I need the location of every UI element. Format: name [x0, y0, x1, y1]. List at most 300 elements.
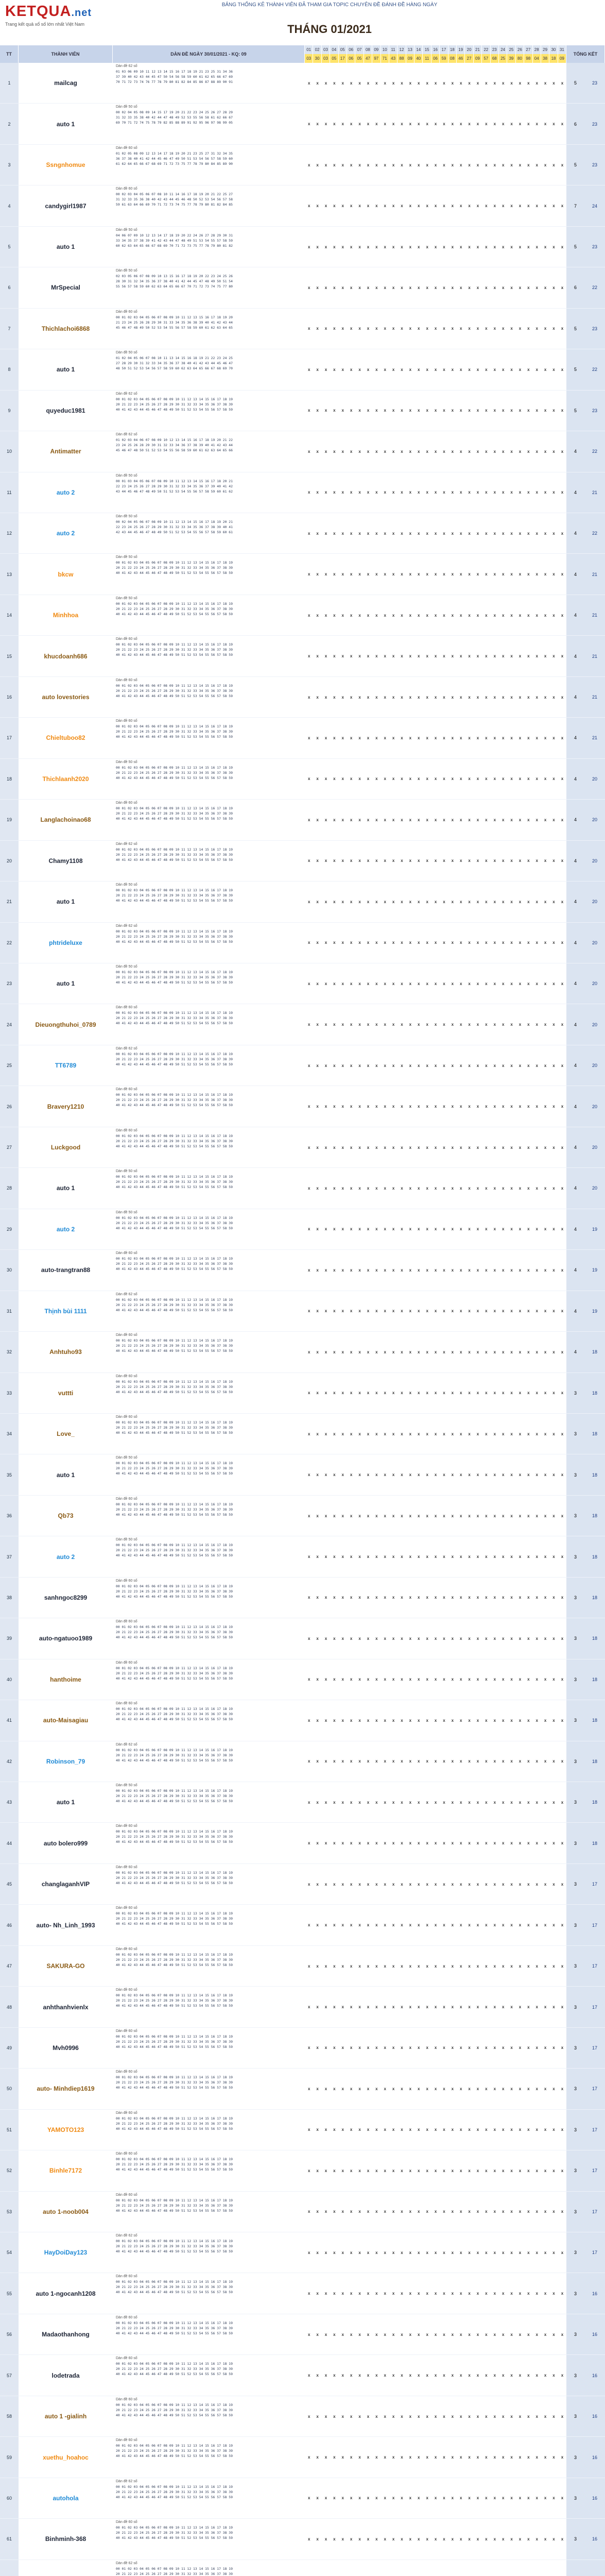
day-date-12: 12: [397, 45, 406, 54]
member-name-link[interactable]: auto bolero999: [19, 1823, 113, 1863]
number-line: 00 01 02 03 04 05 06 07 08 09 10 11 12 13 14 15 16 17 18 19: [116, 1133, 233, 1138]
member-name-link[interactable]: YAMOTO123: [19, 2110, 113, 2150]
day-mark: x: [307, 2250, 310, 2255]
day-mark: x: [451, 654, 454, 659]
day-date-18: 18: [448, 45, 457, 54]
day-mark: x: [460, 80, 462, 86]
member-name-link[interactable]: auto 1: [19, 104, 113, 144]
day-mark: x: [527, 244, 530, 249]
day-mark: x: [384, 2496, 386, 2501]
day-mark: x: [350, 981, 353, 986]
day-mark: x: [333, 654, 336, 659]
day-mark: x: [518, 776, 522, 782]
number-line: 00 01 02 03 04 05 06 07 08 09 10 11 12 13 14 15 16 17 18 19: [116, 1952, 233, 1957]
table-row: [0, 1987, 605, 2027]
day-mark: x: [476, 1513, 479, 1518]
day-mark: x: [518, 2373, 522, 2378]
day-mark: x: [426, 940, 428, 945]
day-mark: x: [367, 1923, 370, 1928]
member-name-link[interactable]: Minhhoa: [19, 595, 113, 635]
row-hit-count: 4: [566, 1086, 584, 1126]
member-name-link[interactable]: auto lovestories: [19, 677, 113, 717]
count-prefix: Dàn đề: [116, 64, 128, 68]
day-mark: x: [316, 1554, 319, 1560]
site-logo[interactable]: [5, 3, 95, 27]
day-mark: x: [426, 2086, 428, 2091]
number-line: 40 41 42 43 44 45 46 47 48 49 50 51 52 53 54 55 56 57 58 59: [116, 1144, 233, 1148]
day-mark: x: [493, 858, 496, 863]
day-mark: x: [384, 2455, 386, 2460]
day-mark: x: [358, 2045, 361, 2050]
row-number-list: [113, 1209, 305, 1249]
day-result-8: 47: [364, 54, 372, 63]
member-name-link[interactable]: phtrideluxe: [19, 923, 113, 963]
row-score: 16: [584, 2396, 605, 2436]
day-mark: x: [350, 367, 353, 372]
member-name-link[interactable]: Dieuongthuhoi_0789: [19, 1004, 113, 1044]
day-mark: x: [341, 940, 344, 945]
day-mark: x: [476, 1391, 479, 1396]
day-mark: x: [493, 1882, 496, 1887]
day-mark: x: [502, 2496, 505, 2501]
day-mark: x: [367, 858, 370, 863]
count-suffix: số: [133, 269, 137, 273]
member-name-link[interactable]: Antimatter: [19, 431, 113, 471]
row-number-list: [113, 2110, 305, 2150]
day-mark: x: [493, 2414, 496, 2419]
day-date-15: 15: [423, 45, 431, 54]
day-mark: x: [493, 1063, 496, 1068]
day-mark: x: [341, 1841, 344, 1846]
number-line: 20 21 22 23 24 25 26 27 28 29 30 31 32 33 34 35 36 37 38 39: [116, 1671, 233, 1675]
day-mark: x: [510, 244, 513, 249]
day-result-23: 68: [491, 54, 499, 63]
day-result-25: 39: [507, 54, 515, 63]
day-mark: x: [392, 162, 395, 167]
number-line: 20 21 22 23 24 25 26 27 28 29 30 31 32 33 34 35 36 37 38 39: [116, 1262, 233, 1266]
count-suffix: số: [133, 351, 137, 355]
day-mark: x: [468, 940, 471, 945]
member-name-link[interactable]: hanthoime: [19, 1659, 113, 1700]
member-name-link[interactable]: MrSpecial: [19, 267, 113, 308]
day-mark: x: [392, 1841, 395, 1846]
day-mark: x: [535, 1636, 538, 1641]
member-name-link[interactable]: TT6789: [19, 1045, 113, 1086]
day-mark: x: [434, 1800, 437, 1805]
member-name-link[interactable]: changlaganhVIP: [19, 1864, 113, 1904]
day-result-10: 71: [381, 54, 389, 63]
member-name-link[interactable]: auto- Nh_Linh_1993: [19, 1905, 113, 1945]
day-mark: x: [375, 981, 378, 986]
member-name-link[interactable]: sanhngoc8299: [19, 1578, 113, 1618]
day-mark: x: [341, 1636, 344, 1641]
number-line: 31 32 33 35 36 38 40 42 43 44 45 46 48 50 52 53 54 56 57 58: [116, 197, 233, 202]
member-name-link[interactable]: Ssngnhomue: [19, 145, 113, 185]
member-name-link[interactable]: auto- Minhdiep1619: [19, 2069, 113, 2109]
day-mark: x: [485, 1595, 488, 1600]
number-line: 01 02 05 08 09 12 13 14 17 18 19 20 21 23 25 27 31 32 34 35: [116, 151, 233, 156]
member-name-link[interactable]: mailcag: [19, 63, 113, 103]
member-name-link[interactable]: auto 2: [19, 1536, 113, 1577]
day-mark: x: [434, 449, 437, 454]
day-mark: x: [392, 2005, 395, 2010]
day-mark: x: [451, 981, 454, 986]
table-row: [0, 2028, 605, 2069]
day-mark: x: [401, 408, 403, 413]
member-name-link[interactable]: lodetrada: [19, 2355, 113, 2395]
day-mark: x: [384, 2127, 386, 2132]
table-row: [0, 2110, 605, 2150]
day-mark: x: [401, 204, 403, 209]
member-name-link[interactable]: auto 1: [19, 882, 113, 922]
day-mark: x: [392, 408, 395, 413]
day-mark: x: [316, 2045, 319, 2050]
day-mark: x: [426, 204, 428, 209]
member-name-link[interactable]: auto 1: [19, 349, 113, 389]
day-mark: x: [535, 1800, 538, 1805]
day-mark: x: [418, 2086, 420, 2091]
day-mark: x: [307, 204, 310, 209]
count-prefix: Dàn đề: [116, 1456, 128, 1460]
day-mark: x: [409, 1636, 412, 1641]
day-mark: x: [418, 940, 420, 945]
member-name-link[interactable]: Love_: [19, 1414, 113, 1454]
row-hit-count: 3: [566, 2273, 584, 2313]
number-line: 01 02 03 04 06 07 08 09 10 12 13 14 15 16 17 18 19 20 21 22: [116, 438, 233, 443]
day-mark: x: [510, 981, 513, 986]
day-mark: x: [409, 2209, 412, 2214]
day-mark: x: [324, 1554, 327, 1560]
row-stt: 35: [0, 1454, 19, 1495]
row-number-list: [113, 472, 305, 513]
day-mark: x: [324, 122, 327, 127]
count-suffix: số: [133, 678, 137, 682]
day-mark: x: [324, 204, 327, 209]
day-mark: x: [341, 1472, 344, 1478]
count-prefix: Dàn đề: [116, 2438, 128, 2443]
day-mark: x: [367, 1185, 370, 1191]
day-mark: x: [460, 858, 462, 863]
day-mark: x: [418, 1267, 420, 1273]
day-mark: x: [510, 80, 513, 86]
day-mark: x: [460, 1963, 462, 1969]
member-name-link[interactable]: auto 2: [19, 472, 113, 513]
member-name-link[interactable]: quyeduc1981: [19, 391, 113, 431]
day-mark: x: [510, 2414, 513, 2419]
day-mark: x: [409, 613, 412, 618]
row-hit-count: 3: [566, 1700, 584, 1740]
day-mark: x: [409, 2455, 412, 2460]
member-name-link[interactable]: Anhtuho93: [19, 1332, 113, 1372]
day-mark: x: [384, 1349, 386, 1354]
day-mark: x: [409, 2373, 412, 2378]
day-mark: x: [367, 1513, 370, 1518]
day-mark: x: [561, 2496, 564, 2501]
day-mark: x: [375, 449, 378, 454]
day-mark: x: [476, 1718, 479, 1723]
day-mark: x: [350, 1677, 353, 1682]
day-date-7: 07: [355, 45, 364, 54]
day-mark: x: [409, 326, 412, 331]
day-mark: x: [434, 162, 437, 167]
member-name-link[interactable]: Robinson_79: [19, 1741, 113, 1782]
day-mark: x: [485, 1923, 488, 1928]
table-row: [0, 2232, 605, 2273]
day-mark: x: [316, 285, 319, 290]
row-stt: 9: [0, 391, 19, 431]
day-mark: x: [350, 1636, 353, 1641]
number-line: 00 01 02 03 04 05 06 07 08 09 10 11 12 13 14 15 16 17 18 19: [116, 1666, 233, 1670]
member-name-link[interactable]: Luckgood: [19, 1127, 113, 1167]
number-line: 00 01 02 03 04 05 06 07 08 09 10 11 12 13 14 15 16 17 18 19: [116, 1420, 233, 1425]
member-name-link[interactable]: anhthanhvienlx: [19, 1987, 113, 2027]
member-name-link[interactable]: Thịnh bùi 1111: [19, 1291, 113, 1331]
row-score: 21: [584, 718, 605, 758]
count-value: 62: [128, 842, 133, 846]
day-date-10: 10: [381, 45, 389, 54]
day-mark: x: [375, 367, 378, 372]
day-mark: x: [324, 2209, 327, 2214]
day-mark: x: [561, 367, 564, 372]
day-mark: x: [493, 1841, 496, 1846]
day-mark: x: [544, 244, 547, 249]
day-mark: x: [401, 531, 403, 536]
day-mark: x: [493, 2536, 496, 2541]
member-name-link[interactable]: autohola: [19, 2478, 113, 2518]
day-mark: x: [451, 244, 454, 249]
day-mark: x: [476, 244, 479, 249]
member-name-link[interactable]: [19, 2560, 113, 2576]
day-mark: x: [443, 367, 445, 372]
count-prefix: Dàn đề: [116, 1006, 128, 1010]
number-line: 40 41 42 43 44 45 46 47 48 49 50 51 52 53 54 55 56 57 58 59: [116, 1635, 233, 1640]
day-mark: x: [392, 572, 395, 577]
day-mark: x: [443, 1267, 445, 1273]
row-count-label: [116, 1742, 302, 1748]
day-mark: x: [333, 2373, 336, 2378]
row-score: 22: [584, 431, 605, 471]
number-line: 20 21 22 23 24 25 26 27 28 29 30 31 32 33 34 35 36 37 38 39: [116, 2203, 233, 2208]
row-stt: 53: [0, 2192, 19, 2232]
day-mark: x: [426, 490, 428, 495]
day-mark: x: [409, 1923, 412, 1928]
member-name-link[interactable]: Binhminh-368: [19, 2519, 113, 2559]
day-mark: x: [384, 2045, 386, 2050]
day-mark: x: [493, 1513, 496, 1518]
row-count-label: [116, 2397, 302, 2402]
member-name-link[interactable]: auto-Maisagiau: [19, 1700, 113, 1740]
member-name-link[interactable]: Madaothanhong: [19, 2314, 113, 2354]
day-mark: x: [476, 2332, 479, 2337]
member-name-link[interactable]: vuttti: [19, 1373, 113, 1413]
member-name-link[interactable]: auto 2: [19, 1209, 113, 1249]
day-mark: x: [443, 2045, 445, 2050]
row-score: 20: [584, 841, 605, 881]
day-mark: x: [561, 1227, 564, 1232]
day-mark: x: [493, 326, 496, 331]
member-name-link[interactable]: Qb73: [19, 1496, 113, 1536]
day-mark: x: [443, 613, 445, 618]
day-mark: x: [341, 2086, 344, 2091]
count-suffix: số: [133, 1088, 137, 1092]
day-date-4: 04: [330, 45, 338, 54]
member-name-link[interactable]: auto-trangtran88: [19, 1250, 113, 1290]
member-name-link[interactable]: SAKURA-GO: [19, 1946, 113, 1986]
day-mark: x: [561, 2291, 564, 2296]
count-prefix: Dàn đề: [116, 310, 128, 314]
day-mark: x: [401, 2291, 403, 2296]
member-name-link[interactable]: Binhle7172: [19, 2150, 113, 2191]
row-number-list: [113, 841, 305, 881]
day-mark: x: [367, 1063, 370, 1068]
row-day-marks: [305, 267, 566, 308]
member-name-link[interactable]: Thichlaanh2020: [19, 759, 113, 799]
day-mark: x: [401, 244, 403, 249]
day-mark: x: [384, 1554, 386, 1560]
day-mark: x: [375, 1595, 378, 1600]
member-name-link[interactable]: auto 1: [19, 1782, 113, 1822]
day-mark: x: [426, 285, 428, 290]
day-mark: x: [409, 694, 412, 700]
day-mark: x: [493, 2127, 496, 2132]
row-day-marks: [305, 2273, 566, 2313]
row-score: 21: [584, 554, 605, 594]
member-name-link[interactable]: Thichlachoi6868: [19, 309, 113, 349]
member-name-link[interactable]: xuethu_hoahoc: [19, 2437, 113, 2477]
member-name-link[interactable]: Chamy1108: [19, 841, 113, 881]
member-name-link[interactable]: auto 1: [19, 1168, 113, 1208]
member-name-link[interactable]: Mvh0996: [19, 2028, 113, 2068]
day-mark: x: [468, 80, 471, 86]
day-mark: x: [401, 1185, 403, 1191]
day-mark: x: [544, 1963, 547, 1969]
day-mark: x: [485, 2291, 488, 2296]
count-value: 50: [128, 351, 133, 355]
member-name-link[interactable]: candygirl1987: [19, 185, 113, 226]
day-mark: x: [333, 1309, 336, 1314]
day-mark: x: [518, 817, 522, 822]
row-hit-count: 3: [566, 1864, 584, 1904]
day-mark: x: [527, 1923, 530, 1928]
member-name-link[interactable]: auto 1: [19, 227, 113, 267]
day-mark: x: [401, 2414, 403, 2419]
day-mark: x: [384, 1472, 386, 1478]
member-name-link[interactable]: auto 1-ngocanh1208: [19, 2273, 113, 2313]
day-mark: x: [350, 1185, 353, 1191]
member-name-link[interactable]: khucdoanh686: [19, 636, 113, 676]
day-mark: x: [468, 981, 471, 986]
day-mark: x: [324, 285, 327, 290]
day-mark: x: [392, 776, 395, 782]
count-suffix: số: [133, 2315, 137, 2319]
day-mark: x: [333, 2168, 336, 2173]
day-mark: x: [468, 2536, 471, 2541]
day-mark: x: [451, 1267, 454, 1273]
day-mark: x: [316, 694, 319, 700]
number-line: 00 01 03 04 05 06 07 08 09 10 11 12 13 14 15 16 17 18 20 21: [116, 479, 233, 483]
count-value: 50: [128, 1170, 133, 1174]
row-score: 21: [584, 677, 605, 717]
day-mark: x: [476, 2168, 479, 2173]
day-mark: x: [544, 367, 547, 372]
day-mark: x: [384, 735, 386, 740]
day-mark: x: [384, 285, 386, 290]
day-mark: x: [460, 285, 462, 290]
row-day-marks: [305, 185, 566, 226]
count-value: 62: [128, 433, 133, 437]
day-mark: x: [493, 1963, 496, 1969]
day-mark: x: [358, 735, 361, 740]
day-mark: x: [535, 2127, 538, 2132]
day-mark: x: [476, 2127, 479, 2132]
day-mark: x: [476, 1882, 479, 1887]
day-mark: x: [552, 490, 555, 495]
row-number-list: [113, 1496, 305, 1536]
member-name-link[interactable]: auto 2: [19, 513, 113, 553]
day-mark: x: [401, 2209, 403, 2214]
day-mark: x: [527, 1554, 530, 1560]
day-mark: x: [485, 981, 488, 986]
row-hit-count: 4: [566, 800, 584, 840]
day-mark: x: [418, 1472, 420, 1478]
day-mark: x: [409, 80, 412, 86]
count-prefix: Dàn đề: [116, 514, 128, 518]
day-mark: x: [384, 2005, 386, 2010]
number-line: 40 41 42 43 44 45 46 47 48 49 50 51 52 53 54 55 56 57 58 59: [116, 1676, 233, 1681]
count-suffix: số: [133, 2070, 137, 2074]
day-mark: x: [307, 1800, 310, 1805]
day-date-13: 13: [406, 45, 414, 54]
member-name-link[interactable]: auto-ngatuoo1989: [19, 1618, 113, 1658]
day-mark: x: [307, 2496, 310, 2501]
member-name-link[interactable]: auto 1 -gialinh: [19, 2396, 113, 2436]
day-mark: x: [418, 490, 420, 495]
table-row: [0, 513, 605, 554]
row-hit-count: 3: [566, 1536, 584, 1577]
row-hit-count: 4: [566, 431, 584, 471]
member-name-link[interactable]: Bravery1210: [19, 1086, 113, 1126]
day-mark: x: [518, 1841, 522, 1846]
row-stt: [0, 2560, 19, 2576]
day-mark: x: [451, 2045, 454, 2050]
day-mark: x: [561, 1636, 564, 1641]
day-mark: x: [324, 1718, 327, 1723]
row-number-list: [113, 595, 305, 635]
day-mark: x: [460, 2127, 462, 2132]
member-name-link[interactable]: bkcw: [19, 554, 113, 594]
day-mark: x: [544, 2005, 547, 2010]
table-row: [0, 1045, 605, 1086]
day-mark: x: [341, 1309, 344, 1314]
member-name-link[interactable]: auto 1: [19, 1454, 113, 1495]
day-mark: x: [316, 490, 319, 495]
day-mark: x: [392, 326, 395, 331]
member-name-link[interactable]: HayDoiDay123: [19, 2232, 113, 2273]
day-mark: x: [502, 204, 505, 209]
member-name-link[interactable]: auto 1-noob004: [19, 2192, 113, 2232]
row-hit-count: 3: [566, 1373, 584, 1413]
member-name-link[interactable]: auto 1: [19, 963, 113, 1004]
day-mark: x: [527, 1309, 530, 1314]
day-mark: x: [460, 1595, 462, 1600]
number-line: 43 44 45 46 47 48 49 50 51 52 53 54 55 56 57 58 59 60 61 62: [116, 489, 233, 494]
day-mark: x: [535, 2373, 538, 2378]
day-mark: x: [350, 1349, 353, 1354]
member-name-link[interactable]: Chieltuboo82: [19, 718, 113, 758]
day-mark: x: [434, 244, 437, 249]
row-day-marks: [305, 1332, 566, 1372]
member-name-link[interactable]: Langlachoinao68: [19, 800, 113, 840]
